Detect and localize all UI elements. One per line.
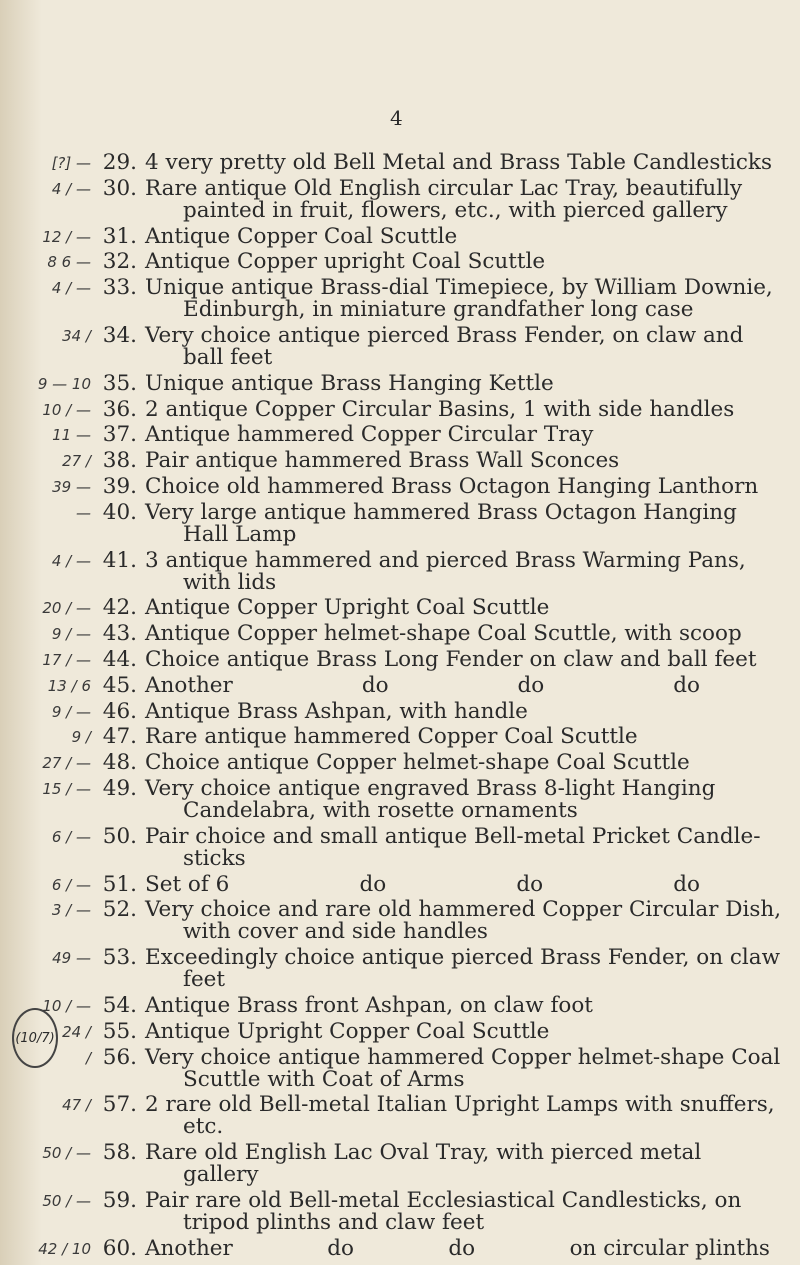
lot-number: 60. bbox=[102, 1235, 137, 1261]
lot-number: 49. bbox=[102, 775, 137, 801]
lot-number: 57. bbox=[102, 1092, 137, 1118]
description-continuation: Edinburgh, in miniature grandfather long case bbox=[183, 297, 694, 323]
lot-item bbox=[0, 597, 800, 619]
lot-item bbox=[0, 322, 800, 370]
lot-number: 34. bbox=[102, 322, 137, 348]
lot-number: 29. bbox=[102, 150, 137, 175]
lot-description bbox=[145, 424, 770, 446]
lot-description bbox=[145, 1044, 781, 1092]
lot-description bbox=[145, 945, 781, 993]
lot-item bbox=[0, 752, 800, 774]
description-line: Antique Upright Copper Coal Scuttle bbox=[145, 1018, 550, 1044]
description-continuation: gallery bbox=[183, 1162, 259, 1188]
description-line: Exceedingly choice antique pierced Brass Fender, on claw bbox=[145, 945, 781, 971]
lot-item bbox=[0, 698, 800, 724]
handwritten-price: 49 — bbox=[52, 949, 91, 968]
handwritten-price: 11 — bbox=[52, 426, 91, 445]
lot-description bbox=[145, 499, 770, 547]
description-line: Antique Copper Upright Coal Scuttle bbox=[145, 595, 550, 621]
handwritten-price: 10 / — bbox=[42, 996, 91, 1015]
lot-description bbox=[145, 897, 782, 945]
lot-item bbox=[0, 396, 800, 422]
lot-description bbox=[145, 672, 770, 698]
handwritten-price: 9 / — bbox=[51, 625, 91, 644]
handwritten-price: [?] — bbox=[51, 154, 91, 172]
handwritten-price: 20 / — bbox=[42, 599, 91, 618]
lot-description bbox=[145, 752, 770, 774]
lot-number: 48. bbox=[102, 750, 137, 776]
lot-item bbox=[0, 1018, 800, 1044]
lot-number: 45. bbox=[102, 672, 137, 698]
lot-description bbox=[145, 370, 770, 396]
lot-number: 51. bbox=[102, 871, 137, 897]
lot-number: 52. bbox=[102, 897, 137, 923]
description-continuation: Hall Lamp bbox=[183, 521, 297, 547]
description-continuation: etc. bbox=[183, 1114, 224, 1140]
handwritten-price: 50 / — bbox=[42, 1191, 91, 1210]
lot-number: 43. bbox=[102, 621, 137, 647]
ditto-cell: do bbox=[673, 871, 700, 897]
lot-number: 39. bbox=[102, 473, 137, 499]
handwritten-price: 47 / bbox=[62, 1096, 91, 1115]
description-line: Very choice antique hammered Copper helmet-shape Coal bbox=[145, 1044, 781, 1070]
lot-description bbox=[145, 1092, 775, 1140]
description-continuation: Candelabra, with rosette ornaments bbox=[183, 797, 578, 823]
lot-number: 42. bbox=[102, 595, 137, 621]
lot-number: 40. bbox=[102, 499, 137, 525]
lot-item bbox=[0, 623, 800, 645]
lot-number: 41. bbox=[102, 547, 137, 573]
handwritten-price: 42 / 10 bbox=[38, 1239, 91, 1258]
lot-number: 59. bbox=[102, 1187, 137, 1213]
lot-number: 33. bbox=[102, 275, 137, 301]
ditto-cell: do bbox=[448, 1235, 476, 1261]
description-line: 3 antique hammered and pierced Brass Warming Pans, bbox=[145, 547, 746, 573]
lot-item bbox=[0, 871, 800, 897]
description-line: 2 antique Copper Circular Basins, 1 with side handles bbox=[145, 396, 735, 422]
description-line: 2 rare old Bell-metal Italian Upright Lamps with snuffers, bbox=[145, 1092, 775, 1118]
ditto-cell: Another bbox=[145, 672, 233, 698]
lot-item bbox=[0, 672, 800, 698]
handwritten-price: — bbox=[76, 503, 91, 522]
ditto-cell: do bbox=[359, 871, 387, 897]
lot-item bbox=[0, 450, 800, 472]
lot-description bbox=[145, 473, 770, 499]
description-line: Very choice and rare old hammered Copper Circular Dish, bbox=[145, 897, 782, 923]
description-continuation: with cover and side handles bbox=[183, 919, 488, 945]
description-line: Very large antique hammered Brass Octagon Hanging bbox=[145, 499, 737, 525]
lot-item bbox=[0, 726, 800, 748]
lot-description bbox=[145, 1235, 770, 1261]
lot-number: 46. bbox=[102, 698, 137, 724]
lot-item bbox=[0, 1187, 800, 1235]
description-line: Antique Copper Coal Scuttle bbox=[145, 223, 458, 249]
description-continuation: with lids bbox=[183, 569, 277, 595]
ditto-line bbox=[145, 672, 770, 698]
lot-item bbox=[0, 1094, 800, 1138]
handwritten-price: 34 / bbox=[62, 326, 91, 345]
ditto-cell: on circular plinths bbox=[569, 1235, 770, 1261]
lot-number: 32. bbox=[102, 249, 137, 275]
lot-description bbox=[145, 547, 770, 595]
lot-description bbox=[145, 1018, 770, 1044]
description-line: Antique Copper helmet-shape Coal Scuttle, with scoop bbox=[145, 621, 742, 647]
lot-description bbox=[145, 251, 770, 273]
lot-number: 37. bbox=[102, 422, 137, 448]
lot-description bbox=[145, 322, 770, 370]
lot-item bbox=[0, 223, 800, 249]
lot-description bbox=[145, 597, 770, 619]
lot-number: 53. bbox=[102, 945, 137, 971]
handwritten-price: 24 / bbox=[62, 1022, 91, 1041]
handwritten-price: 6 / — bbox=[51, 875, 91, 894]
ditto-cell: do bbox=[361, 672, 389, 698]
description-line: Rare old English Lac Oval Tray, with pierced metal bbox=[145, 1140, 702, 1166]
lot-description bbox=[145, 223, 770, 249]
description-line: Pair rare old Bell-metal Ecclesiastical Candlesticks, on bbox=[145, 1187, 742, 1213]
handwritten-price: 3 / — bbox=[51, 901, 91, 920]
lot-description bbox=[145, 623, 770, 645]
description-continuation: sticks bbox=[183, 845, 246, 871]
handwritten-price: 10 / — bbox=[42, 400, 91, 419]
description-line: Antique Brass front Ashpan, on claw foot bbox=[145, 992, 593, 1018]
handwritten-price: 8 6 — bbox=[47, 253, 91, 272]
handwritten-price: 13 / 6 bbox=[47, 676, 91, 695]
description-line: Choice antique Brass Long Fender on claw and ball feet bbox=[145, 646, 757, 672]
description-continuation: painted in fruit, flowers, etc., with pierced gallery bbox=[183, 197, 728, 223]
lot-item bbox=[0, 1142, 800, 1186]
description-continuation: tripod plinths and claw feet bbox=[183, 1209, 485, 1235]
handwritten-price: 39 — bbox=[52, 477, 91, 496]
lot-number: 36. bbox=[102, 396, 137, 422]
lot-number: 56. bbox=[102, 1044, 137, 1070]
handwritten-price: 9 — 10 bbox=[37, 374, 91, 393]
circled-handwritten-note: (10/7) bbox=[12, 1008, 58, 1068]
description-line: Very choice antique engraved Brass 8-light Hanging bbox=[145, 775, 716, 801]
handwritten-price: 17 / — bbox=[42, 650, 91, 669]
lot-number: 55. bbox=[102, 1018, 137, 1044]
lot-description bbox=[145, 1187, 770, 1235]
description-continuation: ball feet bbox=[183, 344, 273, 370]
description-line: Choice old hammered Brass Octagon Hanging Lanthorn bbox=[145, 473, 759, 499]
lot-item bbox=[0, 277, 800, 321]
lot-number: 30. bbox=[102, 175, 137, 201]
handwritten-price: 15 / — bbox=[42, 779, 91, 798]
lot-number: 54. bbox=[102, 992, 137, 1018]
ditto-line bbox=[145, 1235, 770, 1261]
description-continuation: feet bbox=[183, 967, 226, 993]
lot-description bbox=[145, 823, 770, 871]
description-line: Unique antique Brass-dial Timepiece, by William Downie, bbox=[145, 275, 773, 301]
lot-description bbox=[145, 698, 770, 724]
lot-description bbox=[145, 1142, 770, 1186]
lot-list bbox=[0, 152, 800, 1264]
description-line: 4 very pretty old Bell Metal and Brass Table Candlesticks bbox=[145, 150, 772, 175]
handwritten-price: 27 / bbox=[62, 452, 91, 471]
lot-item bbox=[0, 823, 800, 871]
ditto-cell: do bbox=[327, 1235, 354, 1261]
handwritten-price: 12 / — bbox=[42, 227, 91, 246]
page-number: 4 bbox=[390, 106, 403, 130]
lot-item bbox=[0, 370, 800, 396]
lot-description bbox=[145, 871, 770, 897]
lot-item bbox=[0, 473, 800, 499]
description-line: Antique hammered Copper Circular Tray bbox=[145, 422, 594, 448]
lot-item bbox=[0, 646, 800, 672]
description-line: Rare antique hammered Copper Coal Scuttle bbox=[145, 724, 638, 750]
lot-item bbox=[0, 992, 800, 1018]
ditto-cell: do bbox=[673, 672, 700, 698]
description-line: Pair choice and small antique Bell-metal Pricket Candle- bbox=[145, 823, 761, 849]
lot-description bbox=[145, 726, 770, 748]
lot-item bbox=[0, 1044, 800, 1092]
lot-item bbox=[0, 251, 800, 273]
handwritten-price: 4 / — bbox=[51, 279, 91, 298]
lot-item bbox=[0, 547, 800, 595]
lot-description bbox=[145, 992, 770, 1018]
lot-description bbox=[145, 646, 770, 672]
handwritten-price: 4 / — bbox=[51, 179, 91, 198]
description-line: Unique antique Brass Hanging Kettle bbox=[145, 370, 554, 396]
lot-item bbox=[0, 947, 800, 991]
handwritten-price: 9 / bbox=[71, 728, 91, 747]
description-line: Choice antique Copper helmet-shape Coal Scuttle bbox=[145, 750, 690, 776]
lot-number: 50. bbox=[102, 823, 137, 849]
lot-item bbox=[0, 499, 800, 547]
lot-description bbox=[145, 175, 770, 223]
lot-item bbox=[0, 899, 800, 943]
lot-item bbox=[0, 175, 800, 223]
description-line: Antique Brass Ashpan, with handle bbox=[145, 698, 528, 724]
ditto-cell: do bbox=[516, 871, 544, 897]
lot-number: 44. bbox=[102, 646, 137, 672]
description-line: Pair antique hammered Brass Wall Sconces bbox=[145, 448, 620, 474]
lot-description bbox=[145, 275, 773, 323]
lot-item bbox=[0, 152, 800, 174]
handwritten-price: 27 / — bbox=[42, 754, 91, 773]
handwritten-price: 9 / — bbox=[51, 702, 91, 721]
ditto-cell: do bbox=[517, 672, 545, 698]
lot-number: 47. bbox=[102, 724, 137, 750]
lot-item bbox=[0, 1235, 800, 1261]
lot-number: 35. bbox=[102, 370, 137, 396]
description-line: Rare antique Old English circular Lac Tray, beautifully bbox=[145, 175, 743, 201]
lot-number: 58. bbox=[102, 1140, 137, 1166]
handwritten-price: 6 / — bbox=[51, 827, 91, 846]
lot-description bbox=[145, 152, 770, 174]
handwritten-price: 50 / — bbox=[42, 1144, 91, 1163]
lot-item bbox=[0, 424, 800, 446]
lot-item bbox=[0, 775, 800, 823]
lot-description bbox=[145, 450, 770, 472]
lot-number: 31. bbox=[102, 223, 137, 249]
handwritten-price: / bbox=[85, 1048, 91, 1067]
handwritten-price: 4 / — bbox=[51, 551, 91, 570]
description-line: Antique Copper upright Coal Scuttle bbox=[145, 249, 546, 275]
description-line: Very choice antique pierced Brass Fender, on claw and bbox=[145, 322, 744, 348]
description-continuation: Scuttle with Coat of Arms bbox=[183, 1066, 465, 1092]
lot-number: 38. bbox=[102, 448, 137, 474]
lot-description bbox=[145, 396, 770, 422]
lot-description bbox=[145, 775, 770, 823]
ditto-line bbox=[145, 871, 770, 897]
ditto-cell: Another bbox=[145, 1235, 233, 1261]
ditto-cell: Set of 6 bbox=[145, 871, 230, 897]
